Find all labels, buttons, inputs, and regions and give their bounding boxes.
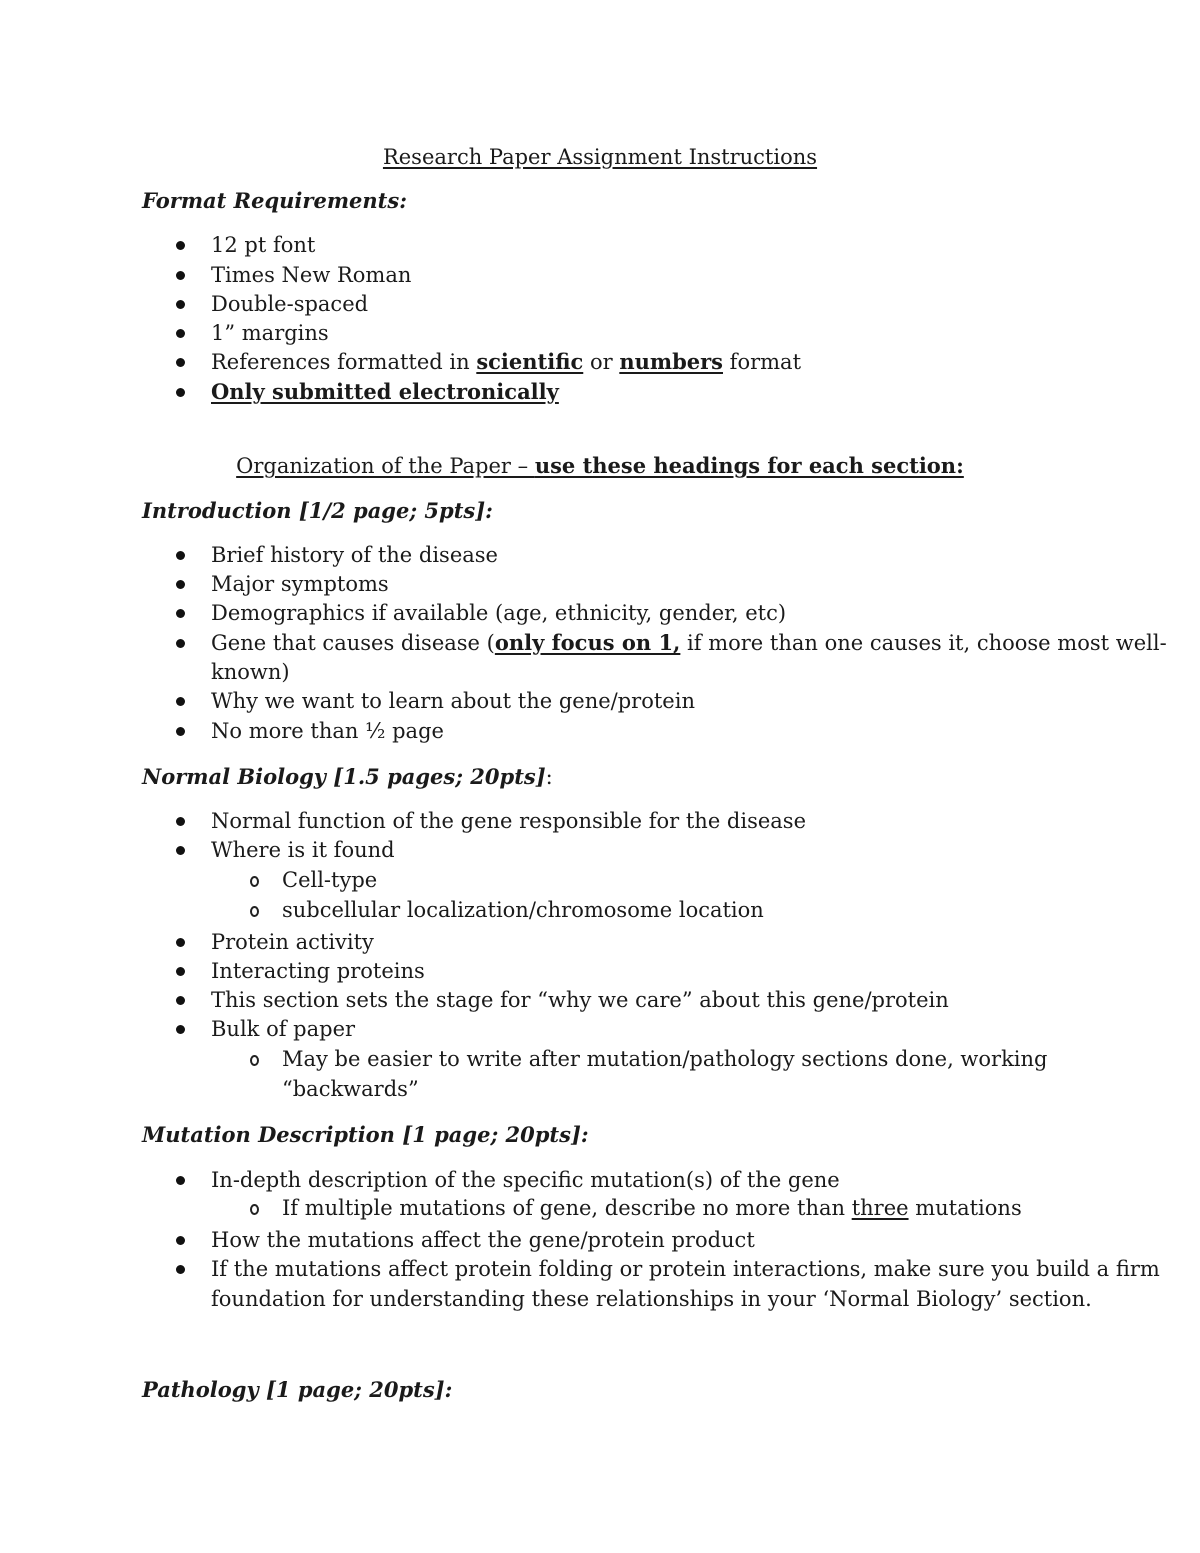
references-or: or (583, 350, 620, 374)
normal-biology-heading (142, 764, 553, 790)
list-item-electronic: Only submitted electronically (211, 379, 559, 404)
format-heading: Format Requirements: (142, 188, 407, 213)
list-item-continuation: foundation for understanding these relationships in your ‘Normal Biology’ section. (211, 1287, 1092, 1311)
list-item: If the mutations affect protein folding or protein interactions, make sure you build a firm (211, 1257, 1160, 1281)
page-title: Research Paper Assignment Instructions (382, 145, 818, 169)
bullet (176, 1265, 185, 1274)
list-item: Normal function of the gene responsible for the disease (211, 809, 807, 833)
bullet (176, 938, 185, 947)
list-item: 12 pt font (211, 233, 316, 257)
bullet (176, 817, 185, 826)
bullet (176, 967, 185, 976)
organization-line (0, 453, 1200, 479)
gene-emphasis: only focus on 1, (494, 630, 681, 655)
list-item: Major symptoms (211, 572, 389, 596)
sub-list-item (282, 1195, 1022, 1221)
list-item: Where is it found (211, 838, 395, 862)
sub-list-item: May be easier to write after mutation/pathology sections done, working (282, 1047, 1048, 1071)
bullet (176, 271, 185, 280)
mutation-sub-suffix: mutations (908, 1196, 1022, 1220)
sub-list-item-continuation: “backwards” (282, 1077, 419, 1101)
list-item: Brief history of the disease (211, 543, 498, 567)
bullet (176, 241, 185, 250)
list-item-gene (211, 630, 1167, 656)
list-item: How the mutations affect the gene/protein product (211, 1228, 755, 1252)
bullet (176, 697, 185, 706)
bullet (176, 1176, 185, 1185)
pathology-heading: Pathology [1 page; 20pts]: (142, 1377, 453, 1402)
bullet (176, 551, 185, 560)
list-item: No more than ½ page (211, 719, 444, 743)
list-item: Double-spaced (211, 292, 369, 316)
bullet (176, 388, 185, 397)
sub-bullet (250, 906, 259, 917)
sub-list-item: Cell-type (282, 868, 378, 892)
list-item: Why we want to learn about the gene/protein (211, 689, 695, 713)
references-suffix: format (723, 350, 802, 374)
gene-prefix: Gene that causes disease ( (211, 631, 495, 655)
list-item: Bulk of paper (211, 1017, 356, 1041)
list-item: In-depth description of the specific mutation(s) of the gene (211, 1168, 840, 1192)
list-item: Times New Roman (211, 263, 412, 287)
bullet (176, 329, 185, 338)
list-item: This section sets the stage for “why we care” about this gene/protein (211, 988, 949, 1012)
normal-biology-heading-colon: : (545, 765, 553, 789)
list-item: Demographics if available (age, ethnicity, gender, etc) (211, 601, 787, 625)
sub-bullet (250, 1204, 259, 1215)
list-item: Interacting proteins (211, 959, 425, 983)
list-item: 1” margins (211, 321, 329, 345)
list-item: Protein activity (211, 930, 374, 954)
references-numbers: numbers (619, 349, 723, 374)
bullet (176, 1025, 185, 1034)
gene-suffix: if more than one causes it, choose most well- (680, 631, 1167, 655)
bullet (176, 996, 185, 1005)
bullet (176, 727, 185, 736)
references-prefix: References formatted in (211, 350, 477, 374)
bullet (176, 1236, 185, 1245)
normal-biology-heading-text: Normal Biology [1.5 pages; 20pts] (142, 764, 546, 789)
references-scientific: scientific (476, 349, 584, 374)
bullet (176, 609, 185, 618)
organization-emphasis: use these headings for each section: (534, 453, 964, 478)
mutation-sub-emphasis: three (851, 1196, 909, 1220)
sub-bullet (250, 1055, 259, 1066)
sub-list-item: subcellular localization/chromosome location (282, 898, 764, 922)
mutation-heading: Mutation Description [1 page; 20pts]: (142, 1122, 589, 1147)
sub-bullet (250, 876, 259, 887)
bullet (176, 580, 185, 589)
bullet (176, 846, 185, 855)
bullet (176, 358, 185, 367)
bullet (176, 639, 185, 648)
mutation-sub-prefix: If multiple mutations of gene, describe no more than (282, 1196, 852, 1220)
introduction-heading: Introduction [1/2 page; 5pts]: (142, 498, 493, 523)
list-item-references (211, 349, 801, 375)
list-item-continuation: known) (211, 660, 290, 684)
organization-prefix: Organization of the Paper – (236, 454, 535, 478)
bullet (176, 300, 185, 309)
